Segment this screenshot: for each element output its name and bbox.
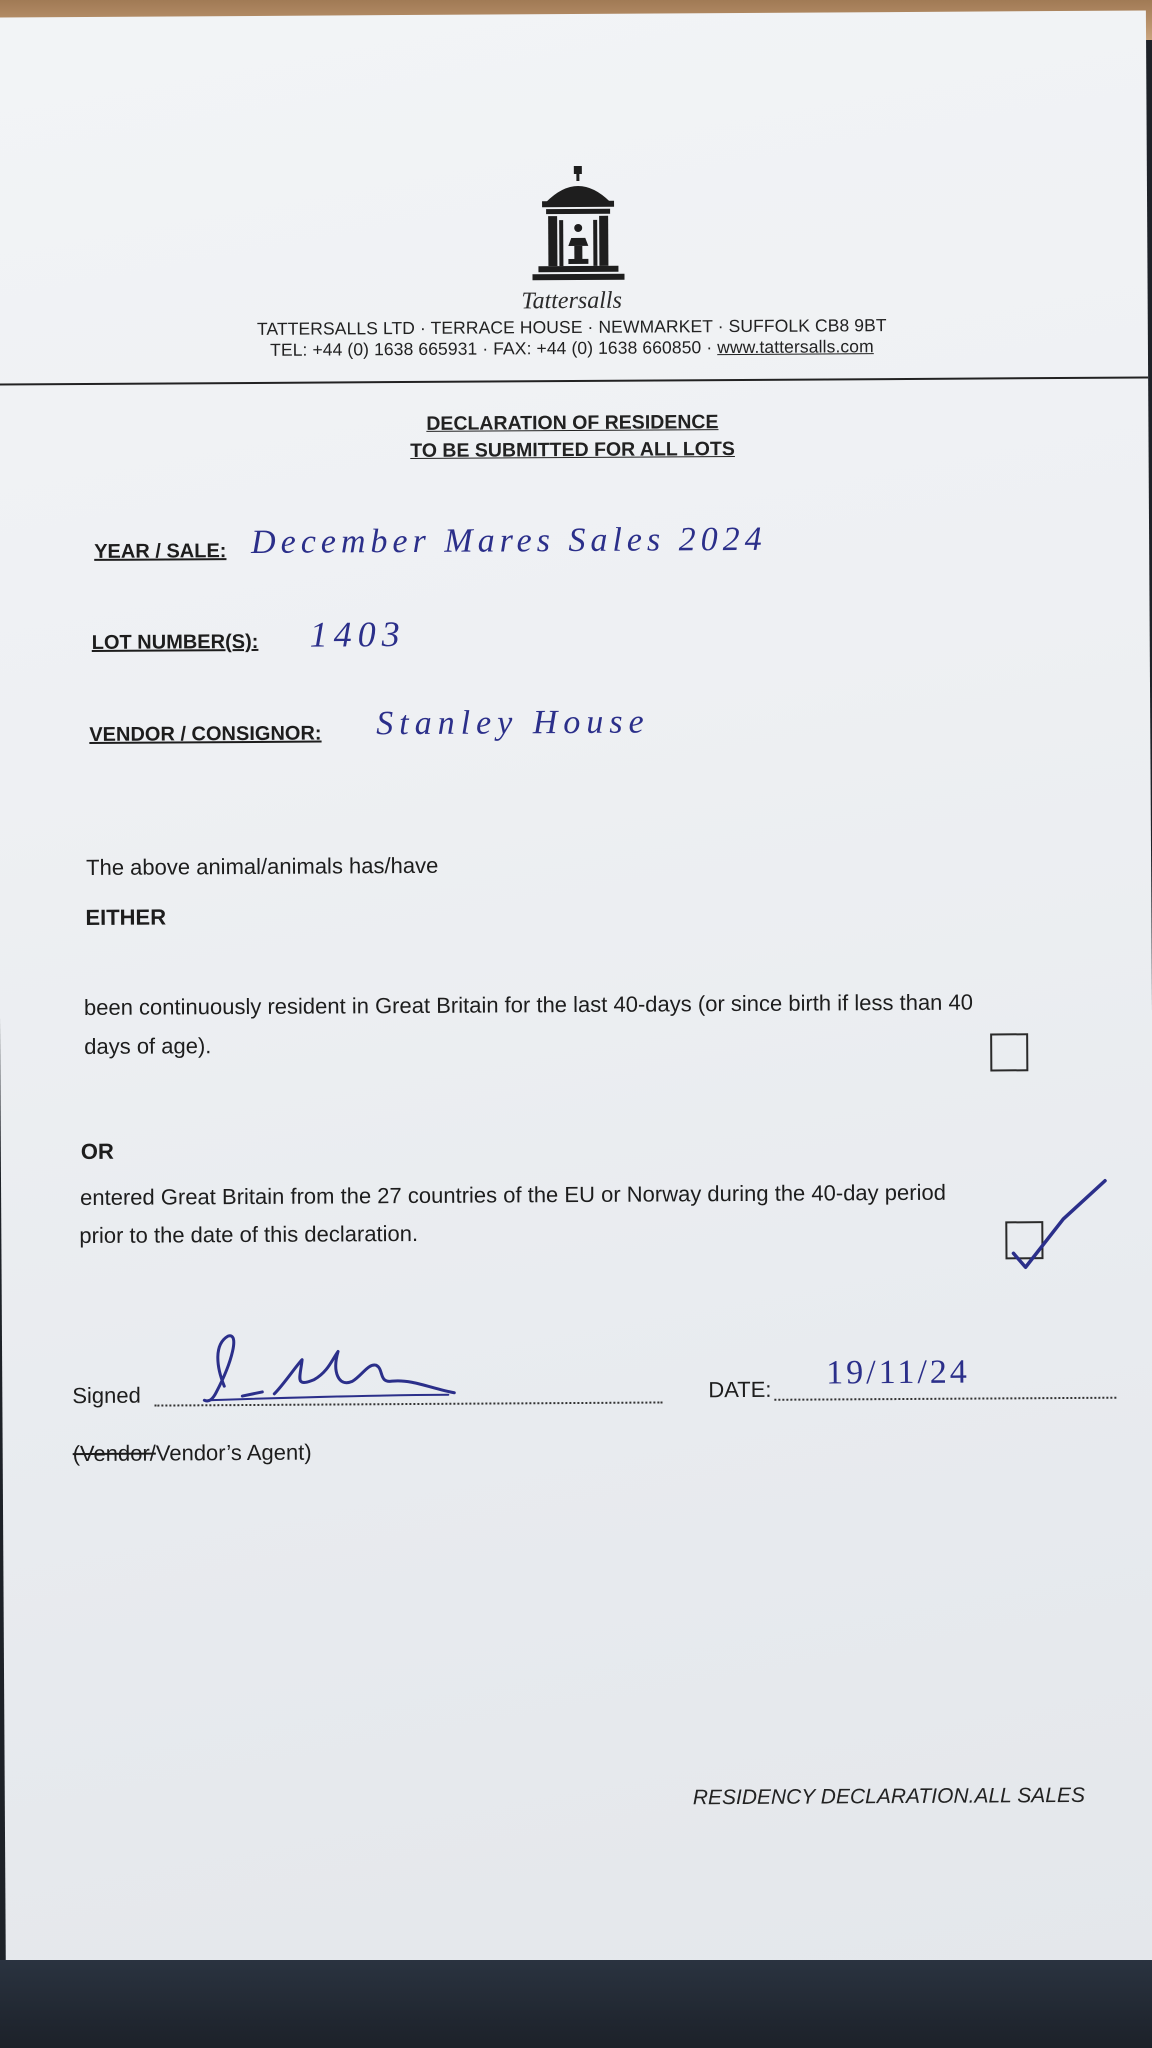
- lot-numbers-value[interactable]: 1403: [309, 614, 406, 655]
- signature-scribble-icon: [204, 1334, 454, 1401]
- vendor-label: VENDOR / CONSIGNOR:: [89, 722, 322, 746]
- tattersalls-logo-icon: [528, 164, 629, 290]
- year-sale-value[interactable]: December Mares Sales 2024: [251, 520, 767, 561]
- signature-line[interactable]: [154, 1401, 662, 1406]
- intro-text: The above animal/animals has/have: [86, 852, 439, 880]
- option1-line1: been continuously resident in Great Britain for the last 40-days (or since birth if less than 40: [83, 989, 974, 1021]
- date-label: DATE:: [708, 1376, 772, 1403]
- signature-underline-icon: [208, 1395, 448, 1400]
- or-label: OR: [80, 1138, 114, 1165]
- website-link[interactable]: www.tattersalls.com: [717, 336, 874, 358]
- date-value[interactable]: 19/11/24: [826, 1353, 970, 1392]
- vendor-agent-text: Vendor’s Agent): [155, 1439, 312, 1466]
- lot-numbers-label: LOT NUMBER(S):: [91, 630, 259, 654]
- option1-line2: days of age).: [84, 1033, 212, 1060]
- brand-name: Tattersalls: [521, 287, 622, 315]
- option2-line2: prior to the date of this declaration.: [79, 1220, 419, 1249]
- footer-note: RESIDENCY DECLARATION.ALL SALES: [692, 1783, 1085, 1810]
- header-divider: [0, 376, 1148, 385]
- declaration-form-sheet: [0, 11, 1152, 1974]
- either-label: EITHER: [85, 904, 167, 930]
- contact-phone-fax: TEL: +44 (0) 1638 665931 · FAX: +44 (0) 1638 660850 ·: [270, 337, 718, 360]
- form-title: DECLARATION OF RESIDENCE: [426, 411, 719, 435]
- table-surface-bottom: [0, 1960, 1152, 2048]
- year-sale-label: YEAR / SALE:: [94, 540, 227, 563]
- agent-caption: [73, 1440, 312, 1467]
- option2-checkbox[interactable]: [1005, 1221, 1043, 1259]
- option1-checkbox[interactable]: [990, 1033, 1028, 1071]
- date-line[interactable]: [774, 1397, 1116, 1401]
- form-subtitle: TO BE SUBMITTED FOR ALL LOTS: [410, 438, 735, 463]
- vendor-value[interactable]: Stanley House: [376, 703, 650, 743]
- option2-line1: entered Great Britain from the 27 countries of the EU or Norway during the 40-day period: [80, 1179, 946, 1211]
- company-address: TATTERSALLS LTD · TERRACE HOUSE · NEWMARKET · SUFFOLK CB8 9BT: [256, 315, 887, 339]
- vendor-struck-text: (Vendor/: [72, 1440, 156, 1467]
- signed-label: Signed: [72, 1382, 141, 1409]
